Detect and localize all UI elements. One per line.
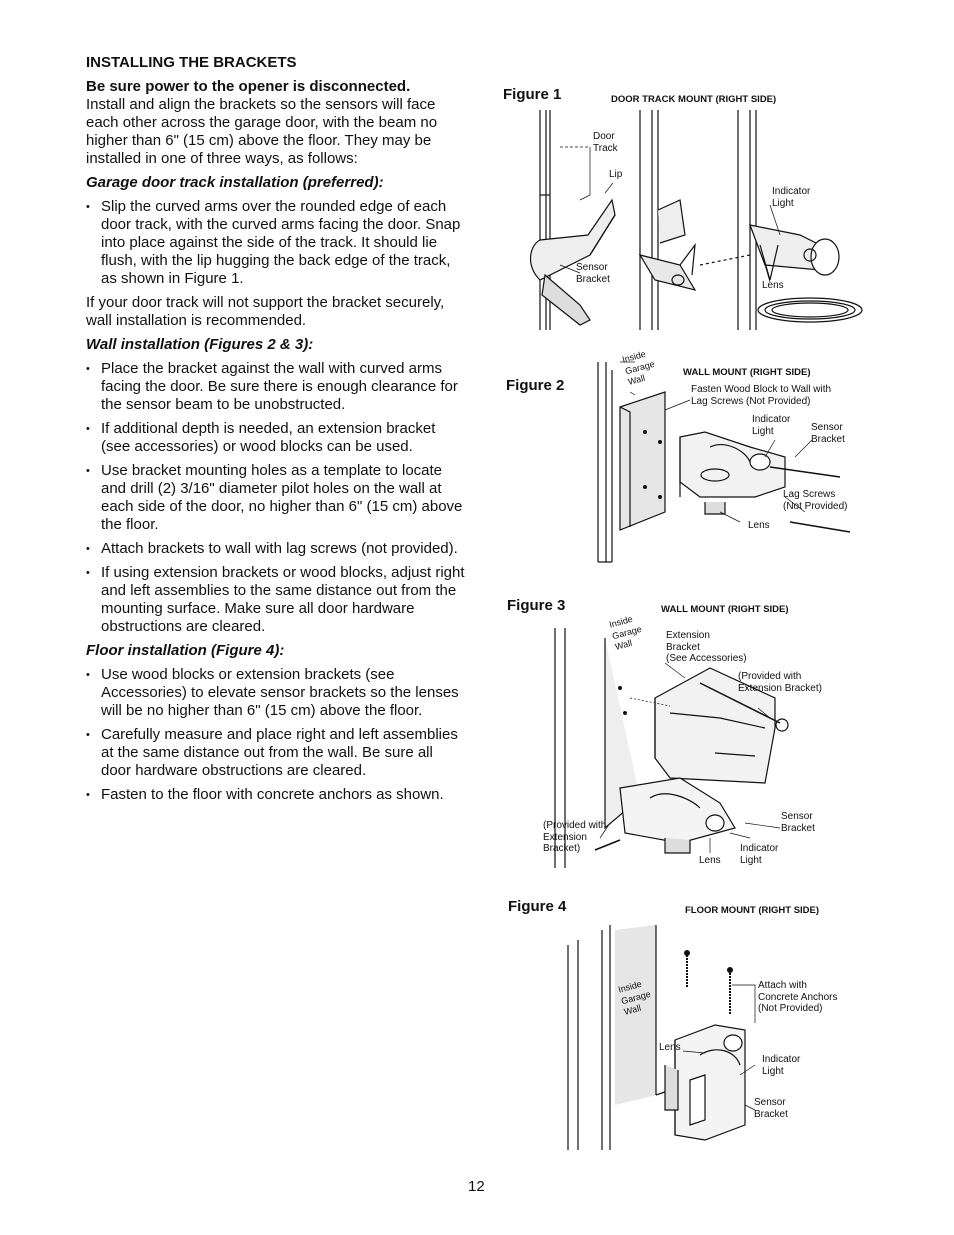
wall-bullet: • Attach brackets to wall with lag screws (not provided).: [86, 540, 466, 558]
wall-heading: Wall installation (Figures 2 & 3):: [86, 336, 314, 353]
fig1-lip: Lip: [609, 169, 623, 180]
track-note: If your door track will not support the bracket securely, wall installation is recommended.: [86, 294, 445, 329]
fig3-extension: Extension Bracket (See Accessories): [666, 630, 747, 664]
fig2-lag-screws: Lag Screws (Not Provided): [783, 489, 848, 512]
fig4-lens: Lens: [659, 1042, 681, 1053]
figure-1-label-wrap: [503, 86, 561, 104]
floor-bullet: • Use wood blocks or extension brackets (see Accessories) to elevate sensor brackets so the lenses will be no higher than 6" (15 cm) above the floor.: [86, 666, 466, 720]
intro-text: Install and align the brackets so the sensors will face each other across the garage door, with the beam no higher than 6" (15 cm) above the floor. They may be installed in one of three ways, as follows:: [86, 96, 438, 167]
fig1-door-track: Door Track: [593, 131, 618, 154]
fig2-sensor-bracket: Sensor Bracket: [811, 422, 845, 445]
fig3-indicator-light: Indicator Light: [740, 843, 779, 866]
figure-4-label: Figure 4: [508, 898, 567, 915]
figure-2-label: Figure 2: [506, 377, 565, 394]
instructions-column: [86, 54, 466, 810]
fig1-lens: Lens: [762, 280, 784, 291]
wall-bullet: • If additional depth is needed, an extension bracket (see accessories) or wood blocks can be used.: [86, 420, 466, 456]
fig3-sensor-bracket: Sensor Bracket: [781, 811, 815, 834]
figure-3-caption-wrap: [661, 599, 789, 617]
fig3-provided-ext2: (Provided with Extension Bracket): [543, 820, 607, 854]
intro: [86, 78, 466, 168]
wall-bullet: • Place the bracket against the wall with curved arms facing the door. Be sure there is enough clearance for the sensor beam to be unobstructed.: [86, 360, 466, 414]
fig2-fasten: Fasten Wood Block to Wall with Lag Screws (Not Provided): [691, 384, 832, 407]
figure-1-illustration: [520, 105, 860, 335]
fig3-provided-ext: (Provided with Extension Bracket): [738, 671, 822, 694]
figure-4-caption: FLOOR MOUNT (RIGHT SIDE): [685, 905, 820, 916]
fig4-sensor-bracket: Sensor Bracket: [754, 1097, 788, 1120]
fig4-attach: Attach with Concrete Anchors (Not Provided): [758, 980, 838, 1014]
fig2-lens: Lens: [748, 520, 770, 531]
track-bullet: • Slip the curved arms over the rounded edge of each door track, with the curved arms facing the door. Snap into place against the side of the track. It should lie flush, with the lip hugging the back edge of the track, as shown in Figure 1.: [86, 198, 466, 288]
figure-3-label-wrap: [507, 597, 565, 615]
fig3-lens: Lens: [699, 855, 721, 866]
figure-2-label-wrap: [506, 377, 564, 395]
fig2-wall-text: Inside Garage Wall: [621, 348, 656, 387]
wall-bullet: • If using extension brackets or wood blocks, adjust right and left assemblies to the same distance out from the mounting surface. Make sure all door hardware obstructions are cleared.: [86, 564, 466, 636]
figure-2-caption: WALL MOUNT (RIGHT SIDE): [683, 367, 811, 378]
figure-1-label: Figure 1: [503, 86, 562, 103]
figure-3-caption: WALL MOUNT (RIGHT SIDE): [661, 604, 789, 615]
floor-heading: Floor installation (Figure 4):: [86, 642, 285, 659]
fig4-indicator-light: Indicator Light: [762, 1054, 801, 1077]
fig1-indicator-light: Indicator Light: [772, 186, 811, 209]
figure-3-label: Figure 3: [507, 597, 566, 614]
fig2-indicator-light: Indicator Light: [752, 414, 791, 437]
figure-1-caption: DOOR TRACK MOUNT (RIGHT SIDE): [611, 94, 777, 105]
figure-4-caption-wrap: [685, 900, 819, 918]
floor-bullet: • Fasten to the floor with concrete anchors as shown.: [86, 786, 466, 804]
floor-bullet: • Carefully measure and place right and left assemblies at the same distance out from the wall. Be sure all door hardware obstructions are cleared.: [86, 726, 466, 780]
intro-warning: Be sure power to the opener is disconnected.: [86, 78, 411, 95]
page-number: 12: [468, 1178, 485, 1195]
figure-4-label-wrap: [508, 898, 566, 916]
fig1-sensor-bracket: Sensor Bracket: [576, 262, 610, 285]
fig4-wall-text: Inside Garage Wall: [617, 978, 652, 1017]
fig3-wall-text: Inside Garage Wall: [608, 613, 643, 652]
track-heading: Garage door track installation (preferred):: [86, 174, 384, 191]
wall-bullet: • Use bracket mounting holes as a template to locate and drill (2) 3/16" diameter pilot holes on the wall at each side of the door, no higher than 6" (15 cm) above the floor.: [86, 462, 466, 534]
figure-4-illustration: [560, 925, 840, 1155]
section-title: INSTALLING THE BRACKETS: [86, 54, 297, 71]
